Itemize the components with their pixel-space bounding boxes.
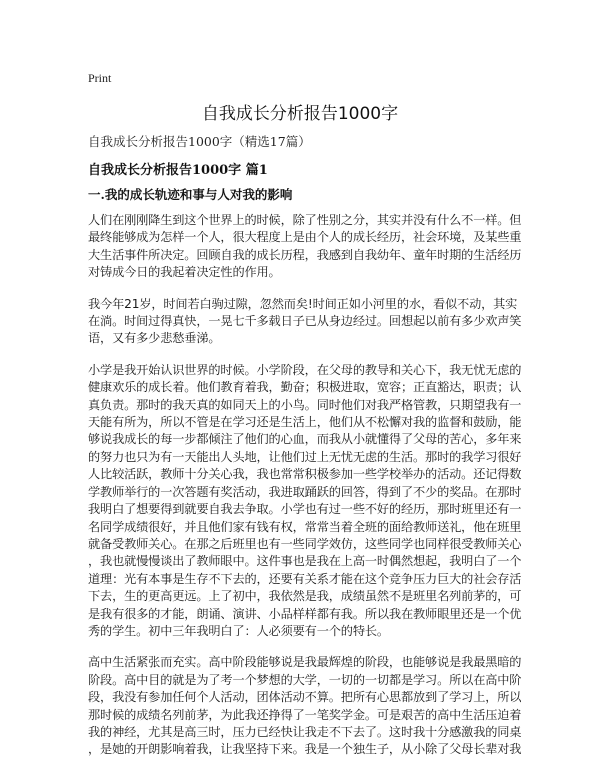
paragraph-line: 名同学成绩很好，并且他们家有钱有权，常常当着全班的面给教师送礼，他在班里 (88, 519, 522, 534)
paragraph-line: 是我有很多的才能，朗诵、演讲、小品样样都有我。所以我在教师眼里还是一个优 (88, 606, 522, 621)
paragraph-line: 段，我没有参加任何个人活动，团体活动不算。把所有心思都放到了学习上，所以 (88, 690, 522, 705)
paragraph-line: 人们在刚刚降生到这个世界上的时候，除了性别之分，其实并没有什么不一样。但 (88, 213, 522, 227)
body-paragraph (88, 212, 522, 282)
paragraph-line: ，是她的开朗影响着我，让我坚持下来。我是一个独生子，从小除了父母长辈对我 (88, 742, 522, 757)
paragraph-line: 那时候的成绩名列前茅，为此我还挣得了一笔奖学金。可是艰苦的高中生活压迫着 (88, 707, 522, 722)
paragraph-line: 够说我成长的每一步都倾注了他们的心血，而我从小就懂得了父母的苦心，多年来 (88, 432, 522, 447)
section-heading: 自我成长分析报告1000字 篇1 (88, 163, 268, 178)
paragraph-line: 最终能够成为怎样一个人，很大程度上是由个人的成长经历，社会环境，及某些重 (88, 230, 522, 245)
paragraph-line: 秀的学生。初中三年我明白了：人必须要有一个的特长。 (88, 623, 389, 638)
body-paragraph (88, 296, 522, 348)
body-paragraph (88, 362, 522, 641)
print-link[interactable]: Print (88, 71, 112, 85)
paragraph-line: 语，又有多少悲愁垂涕。 (88, 331, 221, 346)
paragraph-line: 对铸成今日的我起着决定性的作用。 (88, 265, 281, 280)
paragraph-line: 我今年21岁，时间若白驹过隙，忽然而矣!时间正如小河里的水，看似不动，其实 (88, 296, 518, 311)
paragraph-line: 我明白了想要得到就要自我去争取。小学也有过一些不好的经历，那时班里还有一 (88, 502, 522, 517)
paragraph-line: 学教师举行的一次答题有奖活动，我进取踊跃的回答，得到了不少的奖品。在那时 (88, 484, 522, 499)
paragraph-line: ，我也就慢慢谈出了教师眼中。这件事也是我在上高一时偶然想起，我明白了一个 (88, 554, 522, 569)
paragraph-line: 下去，生的更高更远。上了初中，我依然是我，成绩虽然不是班里名列前茅的，可 (88, 589, 522, 604)
paragraph-line: 就备受教师关心。在那之后班里也有一些同学效仿，这些同学也同样很受教师关心 (88, 536, 522, 551)
paragraph-line: 真负责。那时的我天真的如同天上的小鸟。同时他们对我严格管教，只期望我有一 (88, 397, 522, 412)
paragraph-line: 我的神经，尤其是高三时，压力已经快让我走不下去了。这时我十分感激我的同桌 (88, 724, 522, 739)
page-title: 自我成长分析报告1000字 (201, 104, 399, 124)
paragraph-line: 天能有所为，所以不管是在学习还是生活上，他们从不松懈对我的监督和鼓励，能 (88, 415, 522, 430)
body-paragraph (88, 654, 522, 758)
paragraph-line: 的努力也只为有一天能出人头地，让他们过上无忧无虑的生活。那时的我学习很好 (88, 449, 522, 464)
paragraph-line: 在淌。时间过得真快，一晃七千多载日子已从身边经过。回想起以前有多少欢声笑 (88, 314, 522, 329)
paragraph-line: 人比较活跃，教师十分关心我，我也常常积极参加一些学校举办的活动。还记得数 (88, 467, 522, 482)
sub-heading: 一.我的成长轨迹和事与人对我的影响 (88, 187, 293, 202)
paragraph-line: 小学是我开始认识世界的时候。小学阶段，在父母的教导和关心下，我无忧无虑的 (88, 362, 522, 377)
paragraph-line: 道理：光有本事是生存不下去的，还要有关系才能在这个竞争压力巨大的社会存活 (88, 571, 522, 586)
paragraph-line: 健康欢乐的成长着。他们教育着我，勤奋；积极进取，宽容；正直豁达，职责；认 (88, 380, 522, 395)
paragraph-line: 大生活事件所决定。回顾自我的成长历程，我感到自我幼年、童年时期的生活经历 (88, 247, 522, 262)
paragraph-line: 阶段。高中目的就是为了考一个梦想的大学，一切的一切都是学习。所以在高中阶 (88, 672, 522, 687)
paragraph-line: 高中生活紧张而充实。高中阶段能够说是我最辉煌的阶段，也能够说是我最黑暗的 (88, 655, 522, 670)
article-body (88, 212, 522, 773)
document-subtitle: 自我成长分析报告1000字（精选17篇） (88, 134, 311, 149)
